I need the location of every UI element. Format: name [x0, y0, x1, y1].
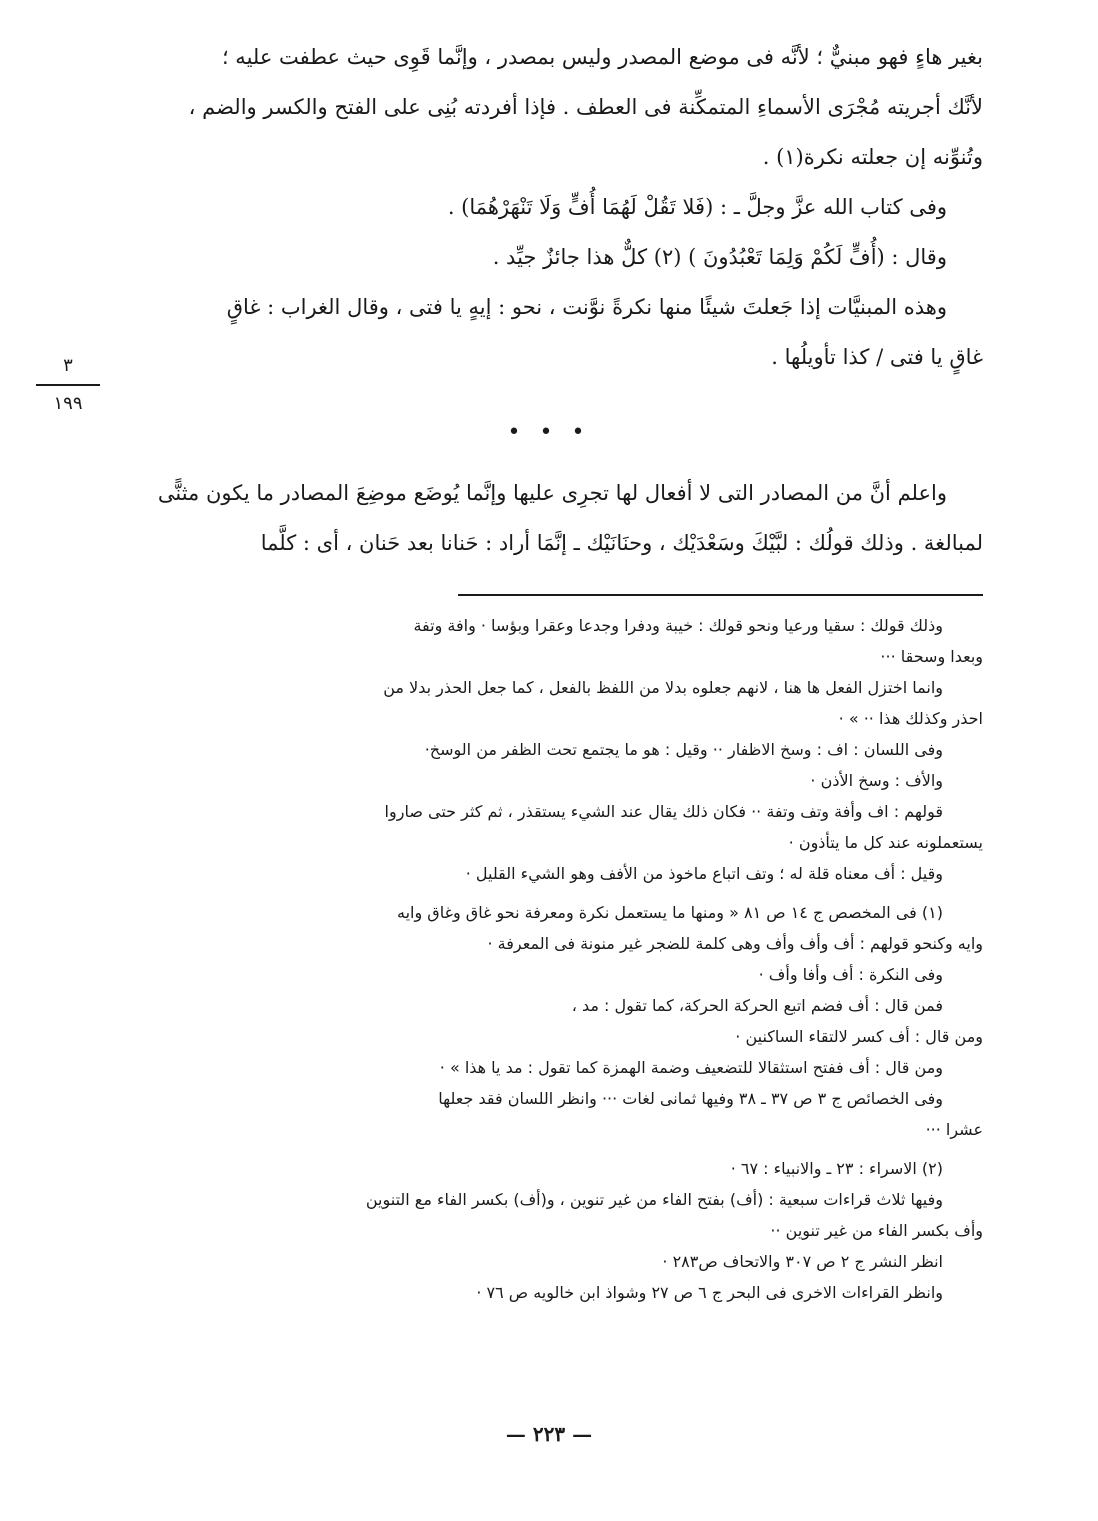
- footnote-line: وانما اختزل الفعل ها هنا ، لانهم جعلوه بدلا من اللفظ بالفعل ، كما جعل الحذر بدلا من: [383, 678, 943, 697]
- margin-reference-volume: ٣: [63, 355, 73, 376]
- main-line-2: لأنَّك أجريته مُجْرَى الأسماءِ المتمكِّنة فى العطف . فإذا أفردته بُنِى على الفتح والكسر والضم ،: [188, 95, 983, 119]
- footnote-line: وانظر القراءات الاخرى فى البحر ج ٦ ص ٢٧ وشواذ ابن خالويه ص ٧٦ ·: [476, 1283, 943, 1302]
- footnote-line: وفى الخصائص ج ٣ ص ٣٧ ـ ٣٨ وفيها ثمانى لغات ··· وانظر اللسان فقد جعلها: [438, 1089, 943, 1108]
- footnote-line: وفيها ثلاث قراءات سبعية : (أف) بفتح الفاء من غير تنوين ، و(أف) بكسر الفاء مع التنوين: [365, 1190, 943, 1209]
- footnote-line: والأف : وسخ الأذن ·: [810, 771, 943, 790]
- footnote-line: وفى اللسان : اف : وسخ الاظفار ·· وقيل : هو ما يجتمع تحت الظفر من الوسخ·: [424, 740, 943, 759]
- main-line-7: غاقٍ يا فتى / كذا تأويلُها .: [771, 345, 983, 369]
- section-separator: • • •: [507, 420, 591, 445]
- page-number: — ٢٢٣ —: [505, 1422, 593, 1446]
- main-text-block: [118, 32, 983, 382]
- main-line-3: وتُنوِّنه إن جعلته نكرة(١) .: [762, 145, 983, 169]
- footnote-line: وقيل : أف معناه قلة له ؛ وتف اتباع ماخوذ من الأفف وهو الشيء القليل ·: [465, 864, 943, 883]
- footnote-line: وذلك قولك : سقيا ورعيا ونحو قولك : خيبة ودفرا وجدعا وعقرا وبؤسا · وافة وتفة: [413, 616, 943, 635]
- main-line-6: وهذه المبنيَّات إذا جَعلتَ شيئًا منها نكرةً نوَّنت ، نحو : إيهٍ يا فتى ، وقال الغراب : غاقٍ: [226, 295, 947, 319]
- main-line-8: واعلم أنَّ من المصادر التى لا أفعال لها تجرِى عليها وإنَّما يُوضَع موضِعَ المصادر ما يكون مثنًّى: [157, 481, 947, 505]
- footnote-line: انظر النشر ج ٢ ص ٣٠٧ والاتحاف ص٢٨٣ ·: [662, 1252, 943, 1271]
- footnote-line: عشرا ···: [925, 1120, 983, 1139]
- footnote-line: يستعملونه عند كل ما يتأذون ·: [788, 833, 983, 852]
- main-line-9: لمبالغة . وذلك قولُك : لبَّيْكَ وسَعْدَيْك ، وحنَانَيْك ـ إنَّمَا أراد : حَنانا بعد حَنان ، أى : كلَّما: [260, 531, 983, 555]
- main-text-block-2: [118, 468, 983, 568]
- footnote-line: قولهم : اف وأفة وتف وتفة ·· فكان ذلك يقال عند الشيء يستقذر ، ثم كثر حتى صاروا: [384, 802, 943, 821]
- footnote-divider: [458, 594, 983, 596]
- footnote-line: وايه وكنحو قولهم : أف وأف وأف وهى كلمة للضجر غير منونة فى المعرفة ·: [487, 934, 983, 953]
- footnote-line: وبعدا وسحقا ···: [880, 647, 983, 666]
- footnote-line: وأف بكسر الفاء من غير تنوين ··: [770, 1221, 983, 1240]
- footnote-1-start: (١) فى المخصص ج ١٤ ص ٨١ « ومنها ما يستعمل نكرة ومعرفة نحو غاق وغاق وايه: [397, 903, 943, 922]
- margin-reference: [36, 352, 100, 418]
- footnote-line: وفى النكرة : أف وأفا وأف ·: [758, 965, 943, 984]
- footnotes-block: [118, 610, 983, 1308]
- footnote-2-start: (٢) الاسراء : ٢٣ ـ والانبياء : ٦٧ ·: [730, 1159, 943, 1178]
- footnote-line: احذر وكذلك هذا ·· » ·: [838, 709, 983, 728]
- main-line-4: وفى كتاب الله عزَّ وجلَّ ـ : (فَلا تَقُلْ لَهُمَا أُفٍّ وَلَا تَنْهَرْهُمَا) .: [447, 195, 947, 219]
- margin-reference-divider: [36, 384, 100, 386]
- footnote-line: فمن قال : أف فضم اتبع الحركة الحركة، كما تقول : مد ،: [571, 996, 943, 1015]
- footnote-line: ومن قال : أف ففتح استثقالا للتضعيف وضمة الهمزة كما تقول : مد يا هذا » ·: [439, 1058, 943, 1077]
- main-line-1: بغير هاءٍ فهو مبنيٌّ ؛ لأنَّه فى موضع المصدر وليس بمصدر ، وإنَّما قَوِى حيث عطفت عليه ؛: [221, 45, 983, 69]
- margin-reference-page: ١٩٩: [53, 393, 83, 414]
- main-line-5: وقال : (أُفٍّ لَكُمْ وَلِمَا تَعْبُدُونَ ) (٢) كلٌّ هذا جائزٌ جيِّد .: [492, 245, 947, 269]
- footnote-line: ومن قال : أف كسر لالتقاء الساكنين ·: [735, 1027, 983, 1046]
